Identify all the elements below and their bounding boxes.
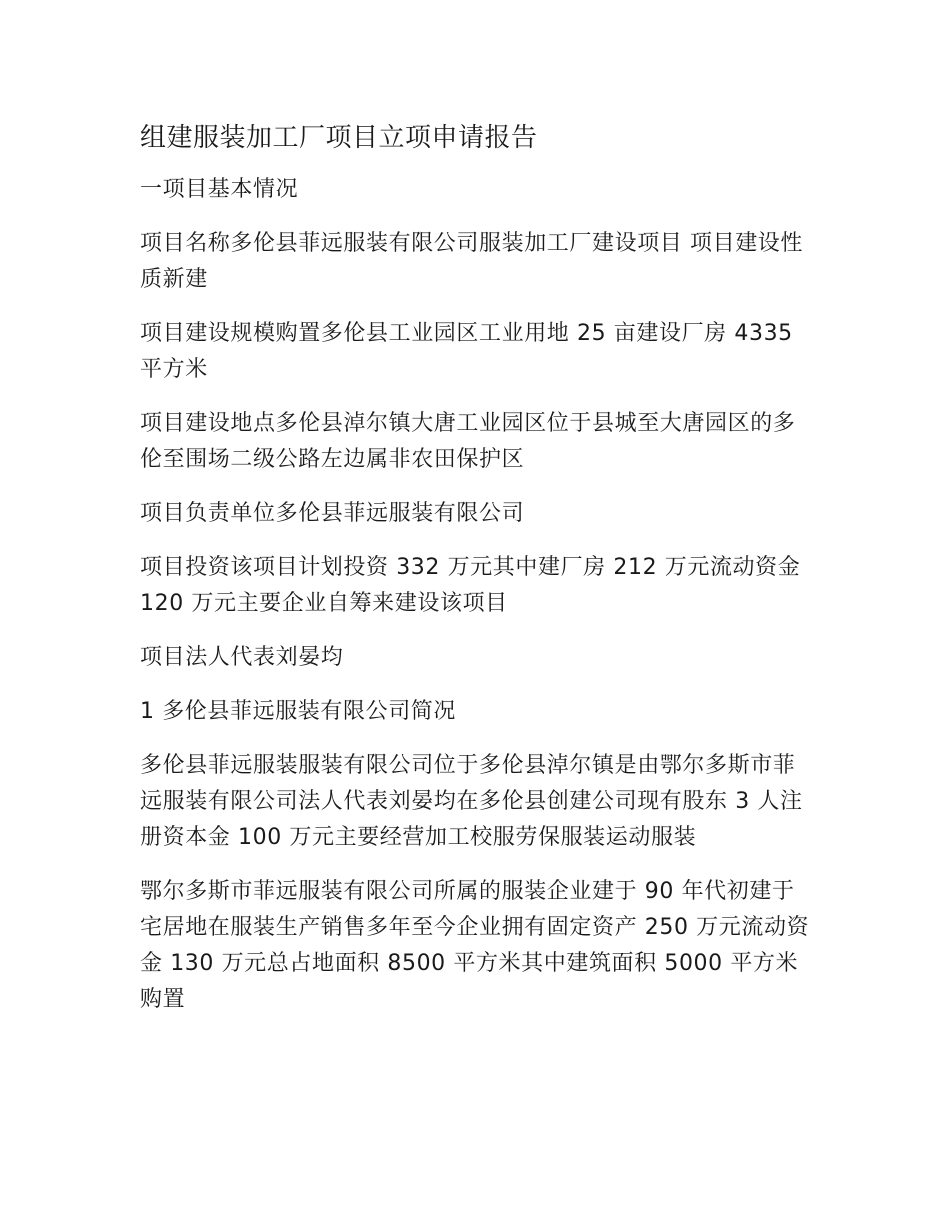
paragraph-project-investment: 项目投资该项目计划投资 332 万元其中建厂房 212 万元流动资金 120 万元主要企业自筹来建设该项目 [140, 555, 801, 616]
paragraph-project-name: 项目名称多伦县菲远服装有限公司服装加工厂建设项目 项目建设性质新建 [140, 231, 803, 292]
section-heading-company-overview: 1 多伦县菲远服装有限公司简况 [140, 699, 456, 724]
paragraph-parent-company: 鄂尔多斯市菲远服装有限公司所属的服装企业建于 90 年代初建于宅居地在服装生产销售多年至今企业拥有固定资产 250 万元流动资金 130 万元总占地面积 8500 平方米其中建筑面积 5000 平方米购置 [140, 879, 810, 1012]
paragraph-project-location: 项目建设地点多伦县淖尔镇大唐工业园区位于县城至大唐园区的多伦至围场二级公路左边属非农田保护区 [140, 411, 796, 472]
document-title: 组建服装加工厂项目立项申请报告 [140, 123, 538, 153]
paragraph-responsible-unit: 项目负责单位多伦县菲远服装有限公司 [140, 501, 525, 526]
paragraph-project-scale: 项目建设规模购置多伦县工业园区工业用地 25 亩建设厂房 4335 平方米 [140, 321, 793, 382]
document-body [140, 118, 812, 1036]
paragraph-legal-representative: 项目法人代表刘晏均 [140, 645, 344, 670]
paragraph-company-description: 多伦县菲远服装服装有限公司位于多伦县淖尔镇是由鄂尔多斯市菲远服装有限公司法人代表刘晏均在多伦县创建公司现有股东 3 人注册资本金 100 万元主要经营加工校服劳保服装运动服装 [140, 753, 803, 850]
section-heading-basic-info: 一项目基本情况 [140, 177, 299, 202]
